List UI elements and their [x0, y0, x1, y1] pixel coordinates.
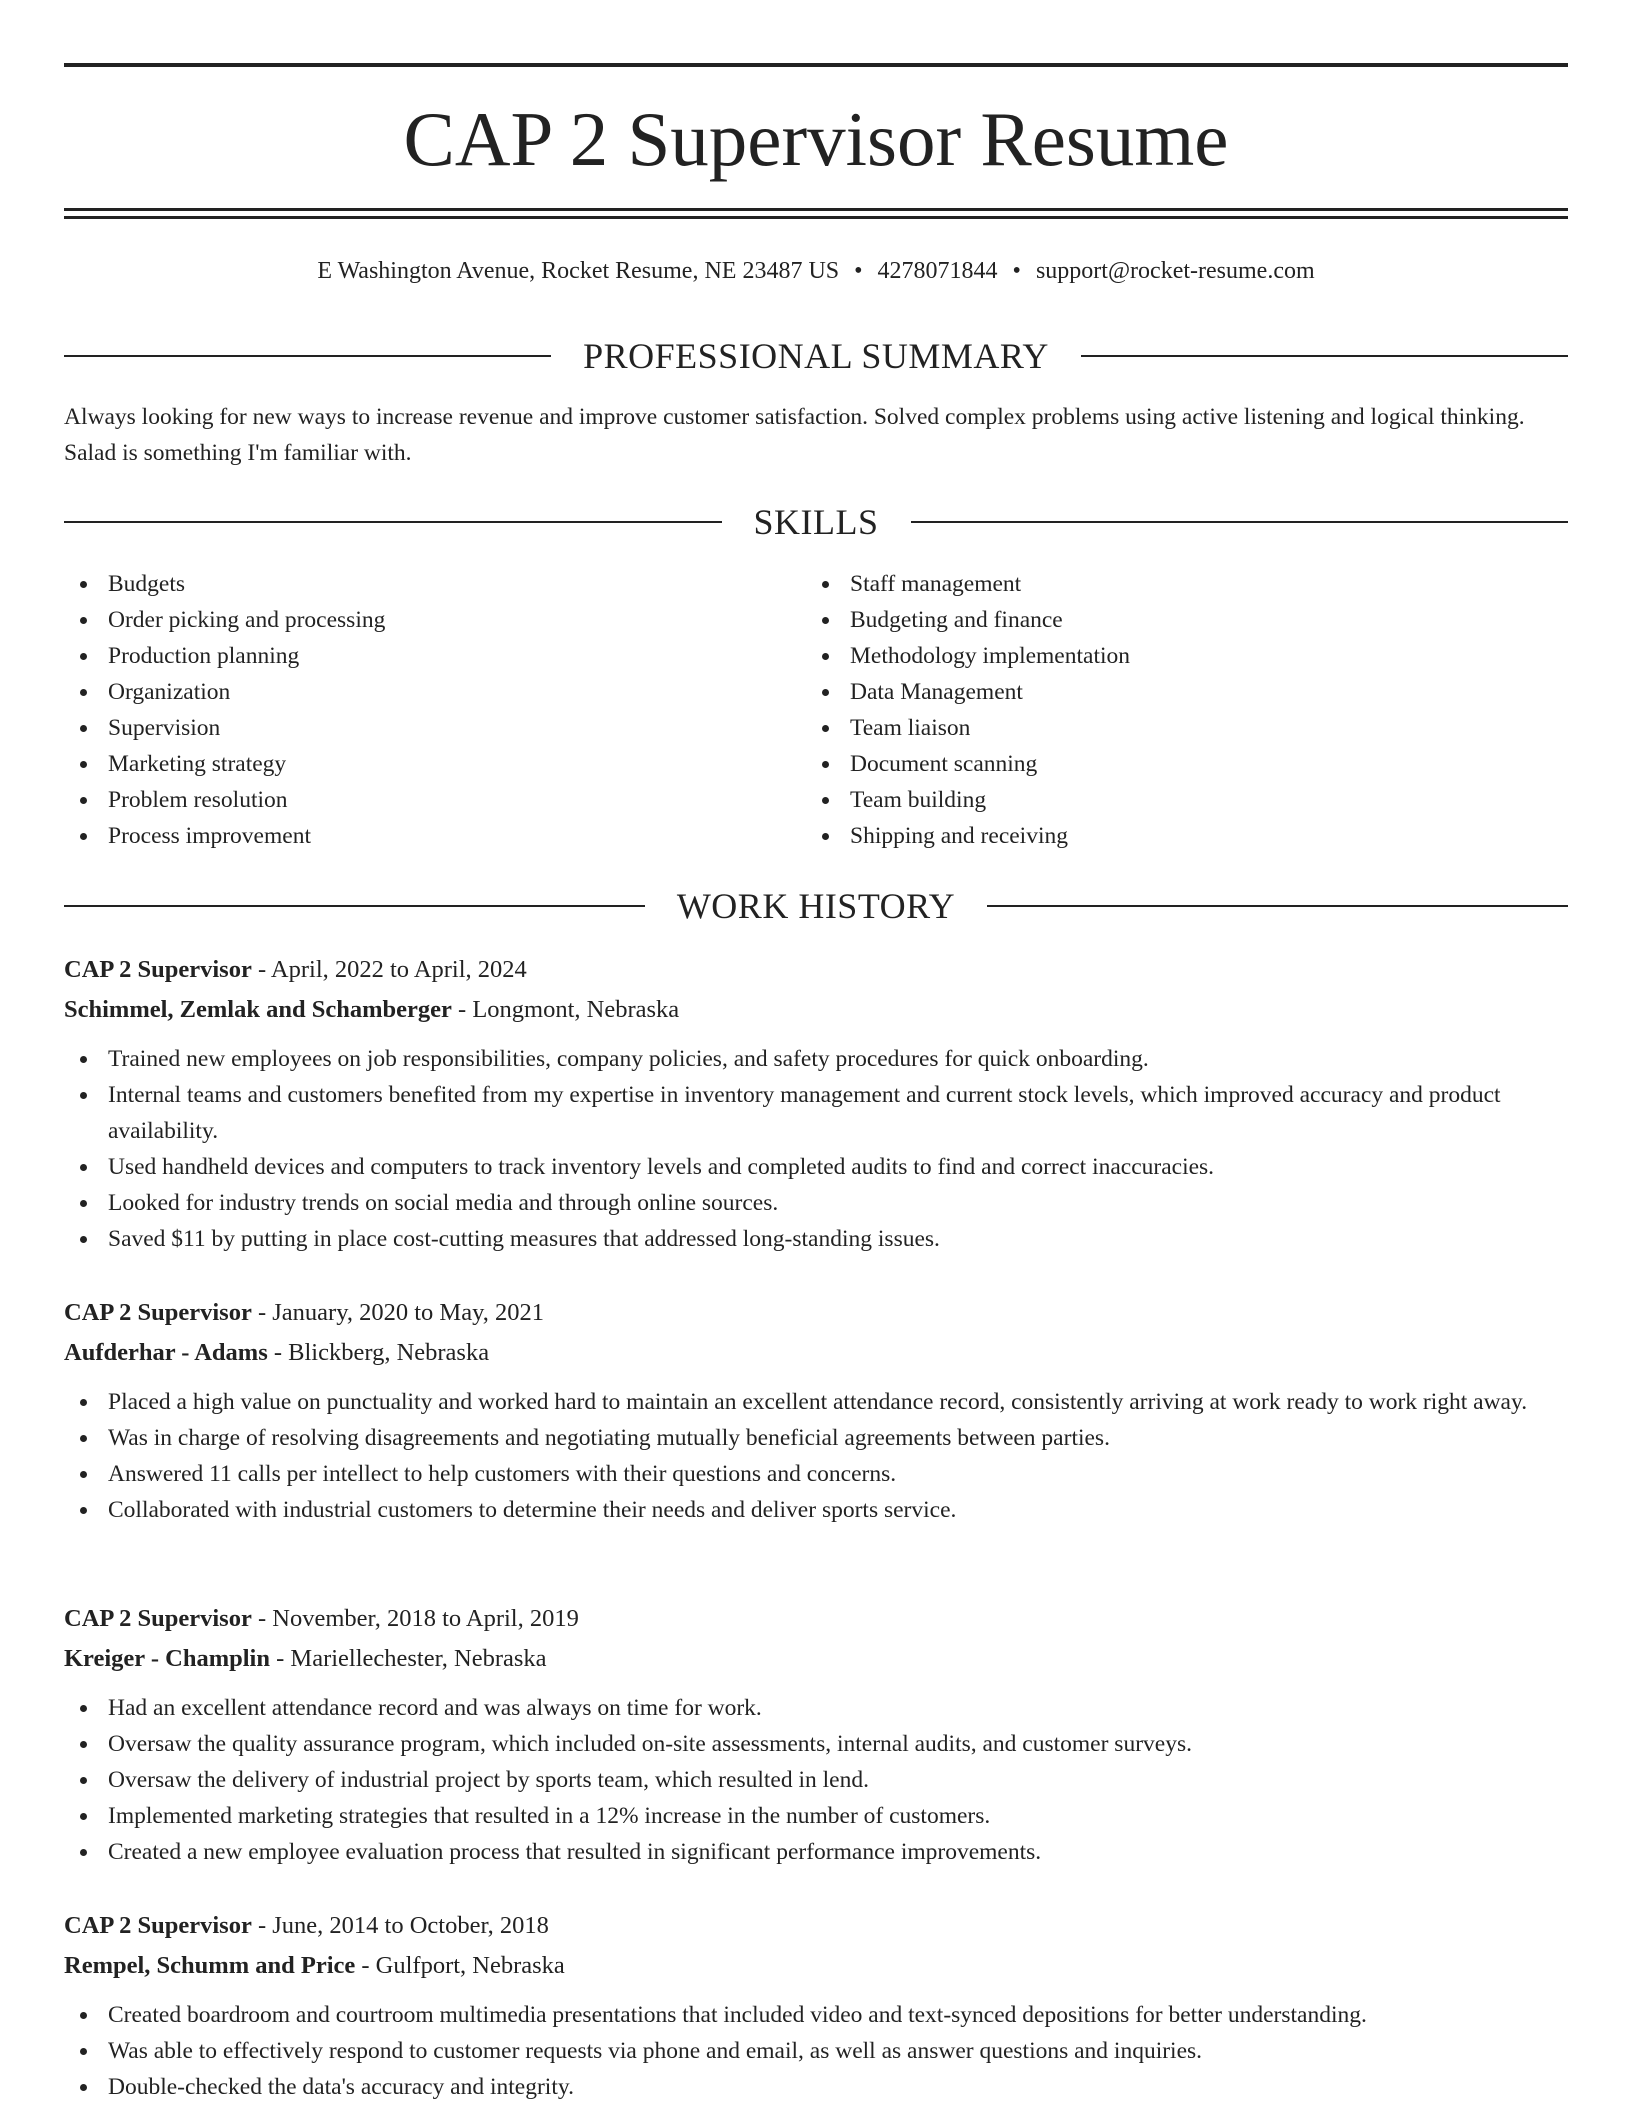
header-bottom-rule-second	[64, 216, 1568, 219]
job-separator: -	[267, 1339, 289, 1366]
job-separator: -	[355, 1952, 376, 1979]
heading-rule-left	[64, 905, 645, 907]
skill-item: Supervision	[64, 710, 764, 746]
duty-item: Had an excellent attendance record and was always on time for work.	[64, 1690, 1568, 1726]
duty-item: Saved $11 by putting in place cost-cutting measures that addressed long-standing issues.	[64, 1221, 1568, 1257]
job-location: Blickberg, Nebraska	[288, 1339, 490, 1366]
skill-item: Production planning	[64, 638, 764, 674]
skill-item: Document scanning	[806, 746, 1506, 782]
header-top-rule	[64, 63, 1568, 67]
contact-separator: •	[854, 258, 863, 284]
summary-text: Always looking for new ways to increase revenue and improve customer satisfaction. Solved complex problems using active listening and logical thinking. Salad is something I'm familiar with.	[64, 404, 1525, 466]
job-location: Gulfport, Nebraska	[375, 1952, 565, 1979]
duty-item: Internal teams and customers benefited from my expertise in inventory management and current stock levels, which improved accuracy and product availability.	[64, 1077, 1568, 1149]
duty-item: Answered 11 calls per intellect to help customers with their questions and concerns.	[64, 1456, 1568, 1492]
work-entry	[64, 1906, 1568, 2105]
contact-separator: •	[1012, 258, 1021, 284]
skill-item: Staff management	[806, 566, 1506, 602]
job-duties	[64, 1384, 1568, 1528]
duty-item: Oversaw the delivery of industrial project by sports team, which resulted in lend.	[64, 1762, 1568, 1798]
skill-item: Team building	[806, 782, 1506, 818]
skills-list-left	[64, 566, 764, 854]
job-company-line	[64, 1946, 1568, 1986]
skill-item: Budgets	[64, 566, 764, 602]
contact-line	[64, 254, 1568, 288]
work-entry	[64, 1599, 1568, 1870]
job-company-line	[64, 990, 1568, 1030]
skills-heading-label: SKILLS	[753, 502, 879, 542]
skill-item: Process improvement	[64, 818, 764, 854]
skill-item: Problem resolution	[64, 782, 764, 818]
heading-rule-left	[64, 355, 551, 357]
summary-heading	[64, 333, 1568, 379]
job-location: Longmont, Nebraska	[472, 996, 680, 1023]
contact-phone: 4278071844	[877, 258, 998, 284]
job-dates: January, 2020 to May, 2021	[272, 1299, 544, 1326]
skill-item: Methodology implementation	[806, 638, 1506, 674]
job-duties	[64, 1690, 1568, 1870]
job-company: Rempel, Schumm and Price	[64, 1952, 356, 1979]
contact-email: support@rocket-resume.com	[1035, 258, 1315, 284]
work-history-heading-label: WORK HISTORY	[676, 886, 956, 926]
heading-rule-left	[64, 521, 722, 523]
duty-item: Was able to effectively respond to customer requests via phone and email, as well as answer questions and inquiries.	[64, 2033, 1568, 2069]
job-title: CAP 2 Supervisor	[64, 956, 252, 983]
job-dates: June, 2014 to October, 2018	[272, 1912, 549, 1939]
duty-item: Was in charge of resolving disagreements and negotiating mutually beneficial agreements between parties.	[64, 1420, 1568, 1456]
job-duties	[64, 1997, 1568, 2105]
job-company: Schimmel, Zemlak and Schamberger	[64, 996, 452, 1023]
header-bottom-rule	[64, 208, 1568, 211]
contact-address: E Washington Avenue, Rocket Resume, NE 23487 US	[317, 258, 840, 284]
resume-title: CAP 2 Supervisor Resume	[403, 96, 1229, 182]
work-entry	[64, 950, 1568, 1257]
job-title-line	[64, 1906, 1568, 1946]
job-title: CAP 2 Supervisor	[64, 1912, 252, 1939]
job-title: CAP 2 Supervisor	[64, 1605, 252, 1632]
job-company-line	[64, 1639, 1568, 1679]
heading-rule-right	[911, 521, 1569, 523]
skill-item: Team liaison	[806, 710, 1506, 746]
skill-item: Shipping and receiving	[806, 818, 1506, 854]
duty-item: Created a new employee evaluation process that resulted in significant performance improvements.	[64, 1834, 1568, 1870]
skill-item: Order picking and processing	[64, 602, 764, 638]
summary-heading-label: PROFESSIONAL SUMMARY	[583, 336, 1049, 376]
skills-heading	[64, 499, 1568, 545]
job-company: Kreiger - Champlin	[64, 1645, 270, 1672]
duty-item: Looked for industry trends on social media and through online sources.	[64, 1185, 1568, 1221]
job-title-line	[64, 1293, 1568, 1333]
duty-item: Used handheld devices and computers to track inventory levels and completed audits to find and correct inaccuracies.	[64, 1149, 1568, 1185]
job-separator: -	[451, 996, 473, 1023]
skills-list-right	[806, 566, 1506, 854]
job-dates: April, 2022 to April, 2024	[270, 956, 527, 983]
job-location: Mariellechester, Nebraska	[290, 1645, 547, 1672]
skill-item: Organization	[64, 674, 764, 710]
job-separator: -	[269, 1645, 291, 1672]
skill-item: Budgeting and finance	[806, 602, 1506, 638]
skill-item: Data Management	[806, 674, 1506, 710]
duty-item: Collaborated with industrial customers to determine their needs and deliver sports service.	[64, 1492, 1568, 1528]
skill-item: Marketing strategy	[64, 746, 764, 782]
duty-item: Implemented marketing strategies that resulted in a 12% increase in the number of customers.	[64, 1798, 1568, 1834]
work-history-heading	[64, 883, 1568, 929]
job-company-line	[64, 1333, 1568, 1373]
duty-item: Trained new employees on job responsibilities, company policies, and safety procedures for quick onboarding.	[64, 1041, 1568, 1077]
duty-item: Oversaw the quality assurance program, which included on-site assessments, internal audits, and customer surveys.	[64, 1726, 1568, 1762]
job-separator: -	[251, 1299, 273, 1326]
heading-rule-right	[1081, 355, 1568, 357]
duty-item: Double-checked the data's accuracy and integrity.	[64, 2069, 1568, 2105]
job-dates: November, 2018 to April, 2019	[272, 1605, 579, 1632]
heading-rule-right	[987, 905, 1568, 907]
job-title-line	[64, 950, 1568, 990]
job-title: CAP 2 Supervisor	[64, 1299, 252, 1326]
job-separator: -	[251, 1912, 273, 1939]
job-company: Aufderhar - Adams	[64, 1339, 268, 1366]
job-duties	[64, 1041, 1568, 1257]
job-title-line	[64, 1599, 1568, 1639]
job-separator: -	[251, 956, 271, 983]
duty-item: Placed a high value on punctuality and worked hard to maintain an excellent attendance record, consistently arriving at work ready to work right away.	[64, 1384, 1568, 1420]
work-entry	[64, 1293, 1568, 1528]
skills-column-right	[806, 566, 1506, 854]
skills-column-left	[64, 566, 764, 854]
job-separator: -	[251, 1605, 273, 1632]
duty-item: Created boardroom and courtroom multimedia presentations that included video and text-synced depositions for better understanding.	[64, 1997, 1568, 2033]
